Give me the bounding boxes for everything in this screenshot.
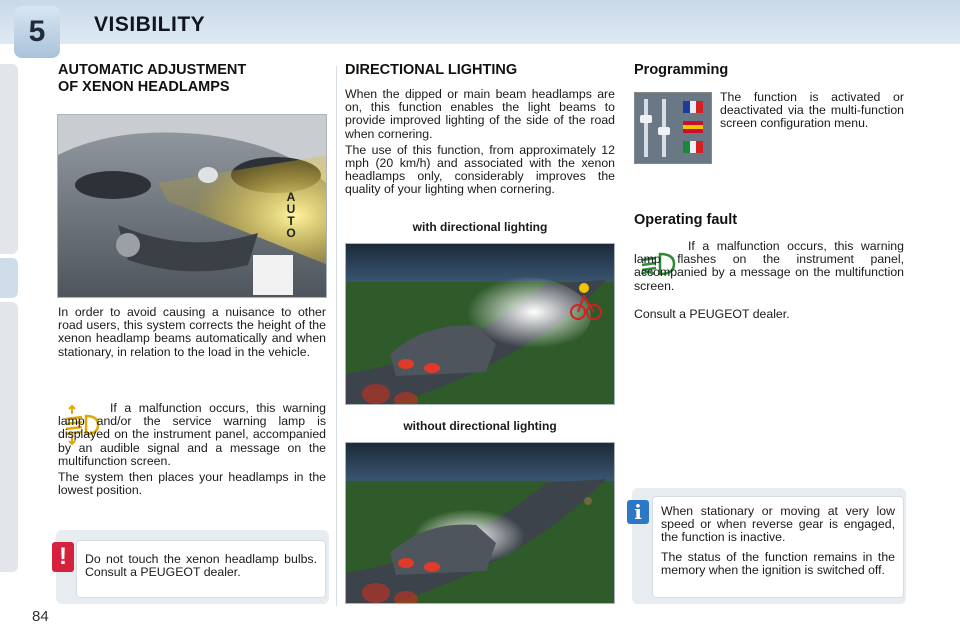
chapter-badge bbox=[14, 6, 60, 58]
operating-fault-text: If a malfunction occurs, this warning lamp flashes on the instrument panel, accompanied by a message on the multifunction screen. bbox=[634, 239, 904, 293]
xenon-lowest-para: The system then places your headlamps in the lowest position. bbox=[58, 470, 326, 498]
auto-badge bbox=[284, 191, 298, 239]
caption-without-directional: without directional lighting bbox=[403, 419, 557, 433]
side-tab[interactable] bbox=[0, 302, 18, 572]
section-heading-xenon: AUTOMATIC ADJUSTMENT OF XENON HEADLAMPS bbox=[58, 62, 247, 95]
auto-letter: T bbox=[287, 214, 295, 228]
directional-para-1: When the dipped or main beam headlamps are on, this function enables the light beams to provide improved lighting of the side of the road when cornering. bbox=[345, 87, 615, 141]
directional-para-2: The use of this function, from approximately 12 mph (20 km/h) and associated with the xenon headlamps only, considerably improves the quality of your lighting when cornering. bbox=[345, 142, 615, 197]
caption-with-directional: with directional lighting bbox=[412, 220, 548, 234]
consult-dealer-text: Consult a PEUGEOT dealer. bbox=[634, 307, 790, 321]
headlamp-photo bbox=[57, 114, 327, 298]
info-icon: i bbox=[627, 500, 649, 524]
section-heading-operating-fault: Operating fault bbox=[634, 212, 738, 228]
without-directional-image bbox=[345, 442, 615, 604]
xenon-intro-text: In order to avoid causing a nuisance to other road users, this system corrects the height of the xenon headlamp beams automatically and when stationary, in relation to the load in the vehicle. bbox=[58, 305, 326, 359]
info-note-text bbox=[652, 496, 904, 598]
page-number: 84 bbox=[32, 608, 49, 625]
programming-menu-graphic bbox=[634, 92, 712, 164]
auto-letter: A bbox=[286, 190, 296, 204]
auto-letter: U bbox=[286, 202, 296, 216]
auto-letter: O bbox=[286, 226, 296, 240]
xenon-fault-text bbox=[58, 402, 326, 500]
section-heading-directional: DIRECTIONAL LIGHTING bbox=[345, 62, 518, 78]
page-title: VISIBILITY bbox=[94, 13, 206, 36]
column-divider bbox=[336, 66, 337, 606]
warning-exclamation-icon: ! bbox=[52, 542, 74, 572]
with-directional-image bbox=[345, 243, 615, 405]
side-tab-active[interactable] bbox=[0, 258, 18, 298]
warning-note-text: Do not touch the xenon headlamp bulbs. Consult a PEUGEOT dealer. bbox=[76, 540, 326, 598]
programming-text: The function is activated or deactivated via the multi-function screen configuration menu. bbox=[720, 90, 904, 131]
section-heading-programming: Programming bbox=[634, 62, 729, 78]
info-note-para-1: When stationary or moving at very low speed or when reverse gear is engaged, the function is inactive. bbox=[661, 504, 895, 545]
xenon-fault-para: If a malfunction occurs, this warning lamp and/or the service warning lamp is displayed on the instrument panel, accompanied by an audible signal and a message on the multifunction screen. bbox=[58, 401, 326, 468]
chapter-number: 5 bbox=[28, 15, 46, 48]
directional-text bbox=[345, 88, 615, 200]
side-tab[interactable] bbox=[0, 64, 18, 254]
info-note-para-2: The status of the function remains in the memory when the ignition is switched off. bbox=[661, 549, 895, 577]
